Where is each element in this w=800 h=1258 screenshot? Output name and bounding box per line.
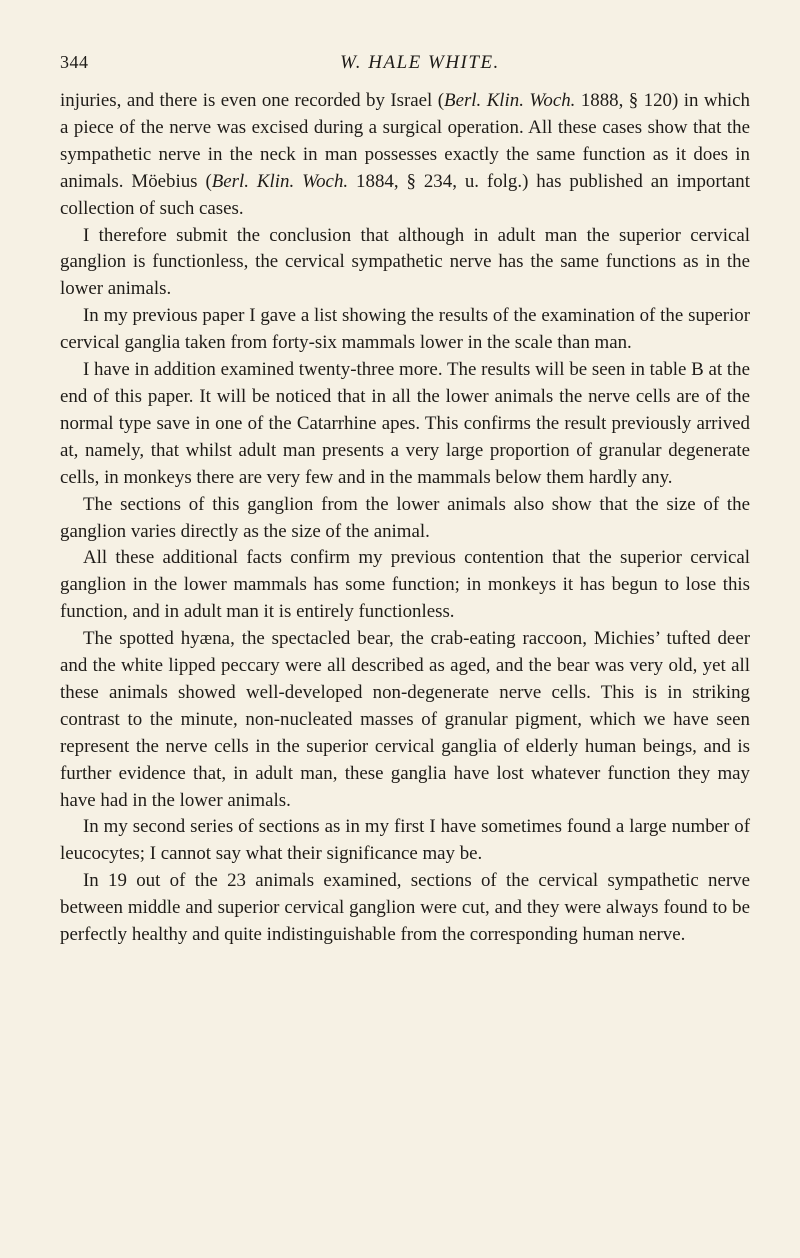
paragraph: In my previous paper I gave a list showing the results of the examination of the superior cervical ganglia taken from forty-six mammals lower in the scale than man.	[60, 305, 750, 354]
paragraph: The spotted hyæna, the spectacled bear, the crab-eating raccoon, Michies’ tufted deer and the white lipped peccary were all described as aged, and the bear was very old, yet all these animals showed well-developed non-degenerate nerve cells. This is in striking contrast to the minute, non-nucleated masses of granular pigment, which we have seen represent the nerve cells in the superior cervical ganglia of elderly human beings, and is further evidence that, in adult man, these ganglia have lost whatever function they may have had in the lower animals.	[60, 628, 750, 811]
citation-italic: Berl. Klin. Woch.	[444, 90, 576, 111]
paragraph: I therefore submit the conclusion that although in adult man the superior cervical ganglion is functionless, the cervical sympathetic nerve has the same functions as in the lower animals.	[60, 224, 750, 300]
running-title: W. HALE WHITE.	[340, 52, 500, 73]
page-header	[60, 52, 750, 80]
paragraph: In 19 out of the 23 animals examined, sections of the cervical sympathetic nerve between middle and superior cervical ganglion were cut, and they were always found to be perfectly healthy and quite indistinguishable from the corresponding human nerve.	[60, 870, 750, 946]
page-number: 344	[60, 52, 89, 72]
paragraph: All these additional facts confirm my previous contention that the superior cervical ganglion in the lower mammals has some function; in monkeys it has begun to lose this function, and in adult man it is entirely functionless.	[60, 547, 750, 623]
citation-italic: Berl. Klin. Woch.	[211, 170, 349, 192]
body-text	[60, 88, 750, 949]
paragraph: injuries, and there is even one recorded by Israel (Berl. Klin. Woch. 1888, § 120) in which a piece of the nerve was excised during a surgical operation. All these cases show that the sympathetic nerve in the neck in man possesses exactly the same function as it does in animals. Möebius (Berl. Klin. Woch. 1884, § 234, u. folg.) has published an important collection of such cases.	[60, 90, 750, 219]
paragraph: In my second series of sections as in my first I have sometimes found a large number of leucocytes; I cannot say what their significance may be.	[60, 816, 750, 865]
paragraph: The sections of this ganglion from the lower animals also show that the size of the ganglion varies directly as the size of the animal.	[60, 493, 750, 542]
paragraph: I have in addition examined twenty-three more. The results will be seen in table B at the end of this paper. It will be noticed that in all the lower animals the nerve cells are of the normal type save in one of the Catarrhine apes. This confirms the result previously arrived at, namely, that whilst adult man presents a very large proportion of granular degenerate cells, in monkeys there are very few and in the mammals below them hardly any.	[60, 359, 750, 488]
